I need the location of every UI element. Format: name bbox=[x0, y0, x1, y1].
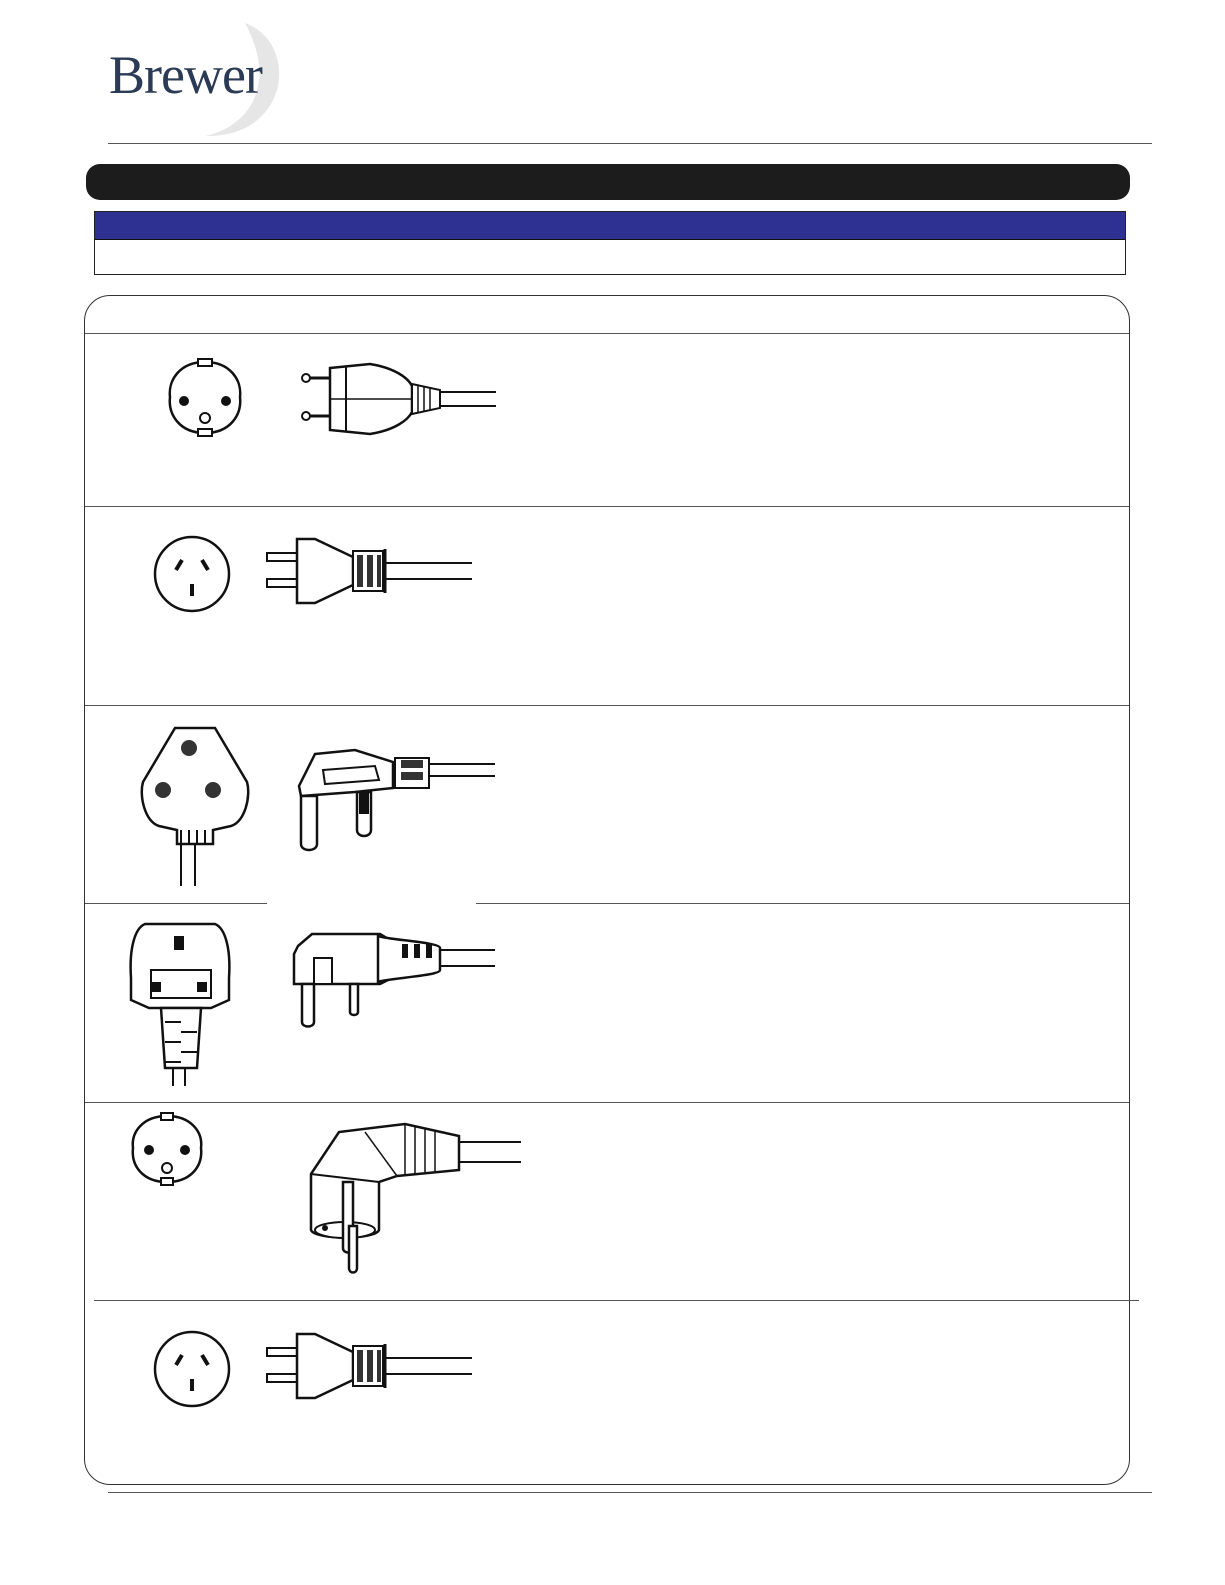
uk-socket-icon bbox=[125, 918, 235, 1090]
plug-row-6 bbox=[150, 1327, 235, 1412]
plug-row-1-plug bbox=[300, 362, 500, 442]
schuko-socket-icon bbox=[160, 355, 250, 440]
plug-row-6-plug bbox=[265, 1330, 480, 1410]
header-rule bbox=[108, 143, 1152, 144]
info-box-header bbox=[95, 212, 1125, 240]
row-divider bbox=[85, 903, 267, 904]
plug-row-2-plug bbox=[265, 535, 480, 615]
row-divider bbox=[476, 903, 1129, 904]
row-divider bbox=[85, 705, 1129, 706]
plug-row-4-plug bbox=[290, 930, 500, 1035]
section-title-bar bbox=[86, 164, 1130, 200]
panel-header-divider bbox=[85, 333, 1129, 334]
schuko-plug-angled-icon bbox=[305, 1122, 525, 1282]
logo-wordmark: Brewer bbox=[109, 45, 262, 105]
plug-row-5 bbox=[125, 1108, 210, 1190]
footer-rule bbox=[108, 1492, 1152, 1493]
plug-row-2 bbox=[150, 532, 235, 617]
australian-plug-icon bbox=[265, 1330, 480, 1410]
info-box bbox=[94, 211, 1126, 275]
australian-plug-icon bbox=[265, 535, 480, 615]
plug-row-1 bbox=[160, 355, 250, 440]
plug-row-4 bbox=[125, 918, 235, 1090]
plug-row-3-plug bbox=[295, 748, 500, 863]
australian-socket-icon bbox=[150, 532, 235, 617]
brand-logo bbox=[95, 18, 295, 143]
indian-socket-icon bbox=[135, 722, 255, 892]
row-divider bbox=[85, 1102, 1129, 1103]
indian-plug-icon bbox=[295, 748, 500, 863]
schuko-socket-icon bbox=[125, 1108, 210, 1190]
uk-plug-icon bbox=[290, 930, 500, 1035]
schuko-plug-straight-icon bbox=[300, 362, 500, 442]
australian-socket-icon bbox=[150, 1327, 235, 1412]
plug-row-3 bbox=[135, 722, 255, 892]
row-divider bbox=[94, 1300, 1139, 1301]
plug-row-5-plug bbox=[305, 1122, 525, 1282]
row-divider bbox=[85, 506, 1129, 507]
